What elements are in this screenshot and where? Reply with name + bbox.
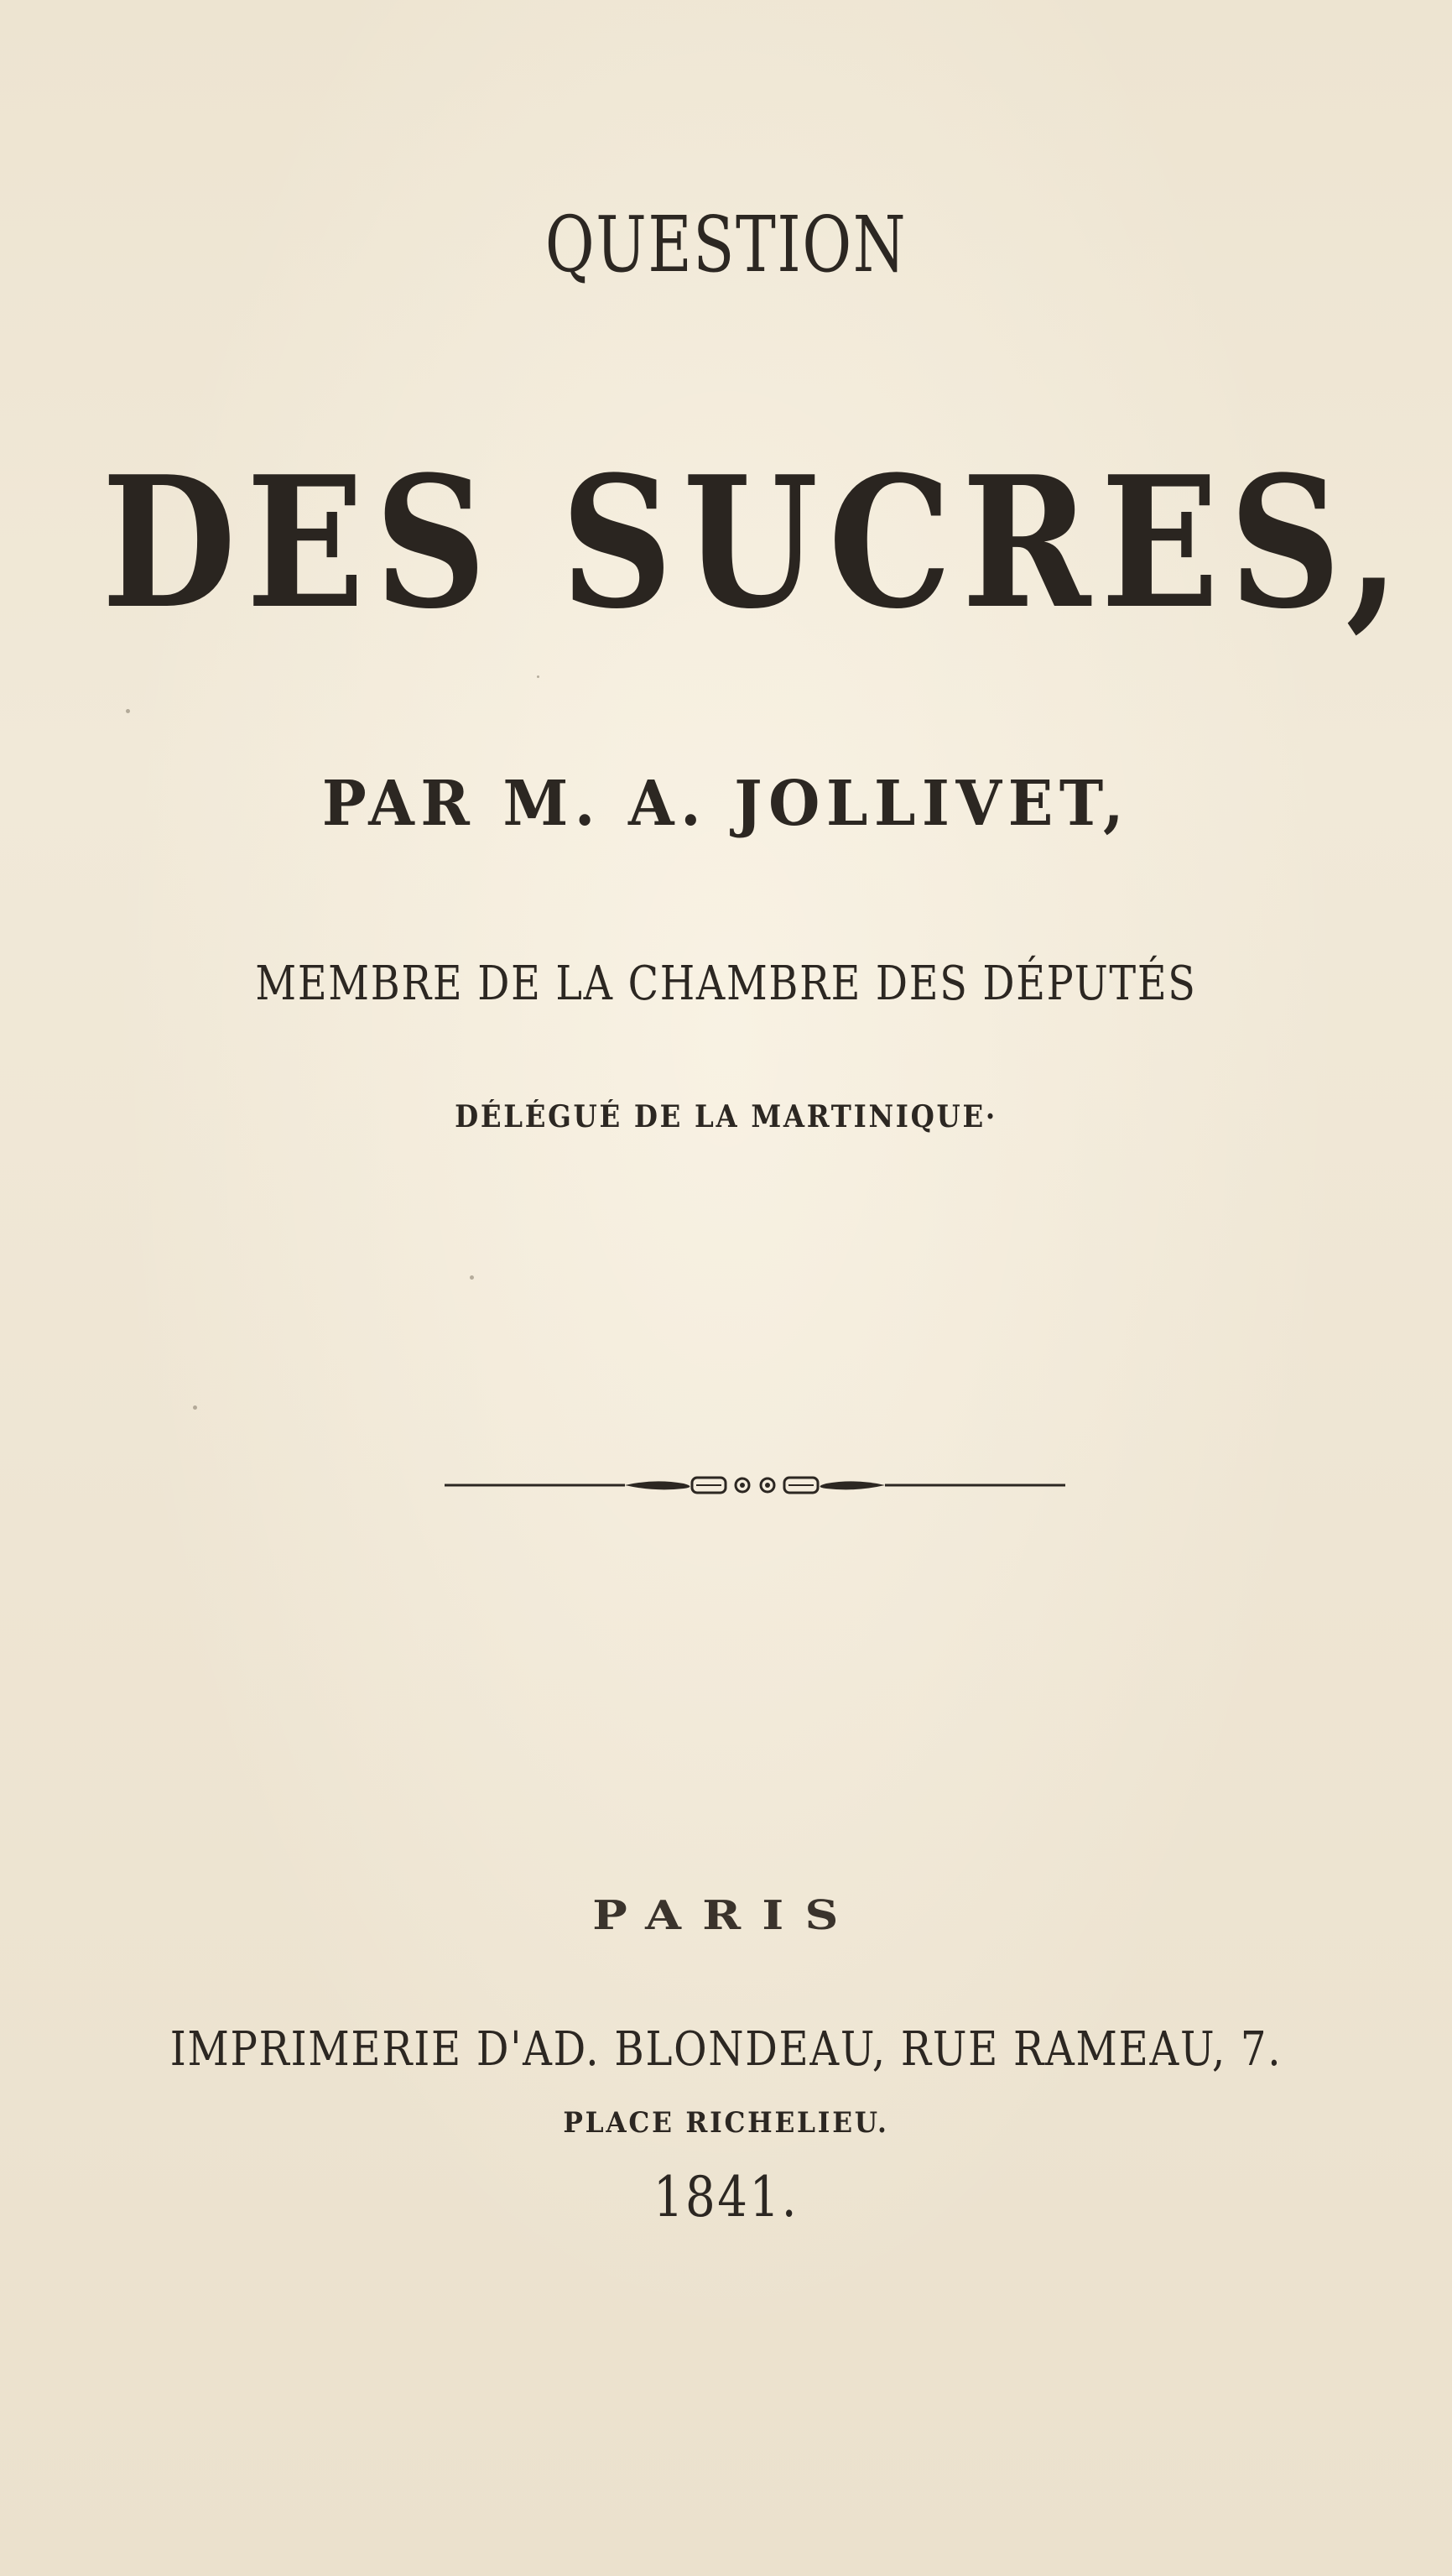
paper-speck — [470, 1275, 474, 1280]
imprint-city: PARIS — [592, 1892, 860, 1939]
paper-speck — [193, 1405, 197, 1410]
paper-speck — [537, 675, 539, 678]
ornamental-rule-icon — [445, 1468, 1065, 1502]
author-role-delegate: DÉLÉGUÉ DE LA MARTINIQUE· — [455, 1099, 997, 1134]
imprint-place: PLACE RICHELIEU. — [563, 2106, 889, 2140]
author-line: PAR M. A. JOLLIVET, — [321, 768, 1131, 840]
title-line-des-sucres: DES SUCRES, — [101, 436, 1410, 649]
paper-speck — [126, 709, 130, 713]
author-role-deputy: MEMBRE DE LA CHAMBRE DES DÉPUTÉS — [255, 957, 1197, 1011]
title-line-question: QUESTION — [544, 200, 908, 289]
imprint-year: 1841. — [653, 2165, 799, 2229]
imprint-printer: IMPRIMERIE D'AD. BLONDEAU, RUE RAMEAU, 7. — [169, 2022, 1283, 2077]
